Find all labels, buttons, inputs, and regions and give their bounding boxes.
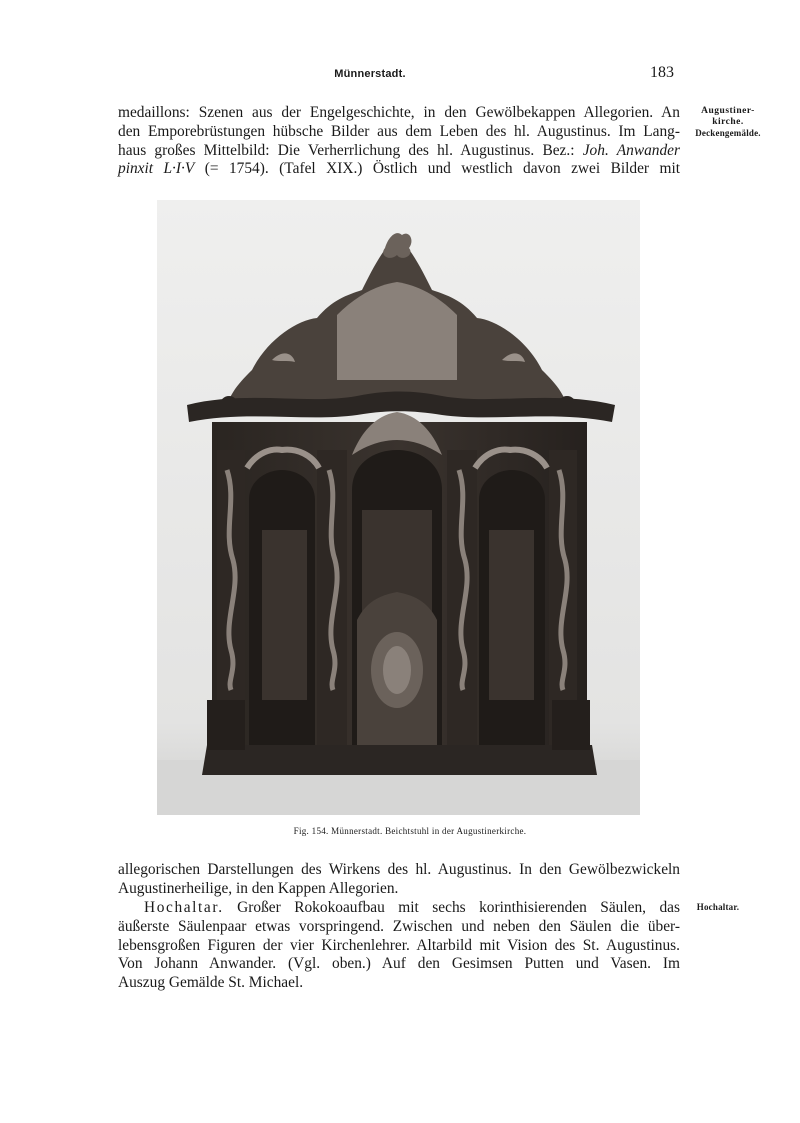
text-line: allegorischen Darstellungen des Wirkens des hl. Augustinus. In den Gewölbezwickeln: [118, 861, 680, 878]
text-line: [118, 899, 680, 918]
figure-caption-text: Münnerstadt. Beichtstuhl in der Augustinerkirche.: [331, 826, 527, 836]
text-line: medaillons: Szenen aus der Engelgeschichte, in den Gewölbekappen Allegorien. An: [118, 104, 680, 121]
page-number: 183: [650, 64, 674, 81]
running-header-title: Münnerstadt.: [334, 68, 406, 80]
margin-note-line: Deckengemälde.: [695, 128, 761, 138]
margin-note-hochaltar: Hochaltar.: [696, 902, 740, 912]
margin-note-line: Augustiner-: [701, 106, 755, 116]
text-line: äußerste Säulenpaar etwas vorspringend. Zwischen und neben den Säulen die über-: [118, 917, 680, 935]
figure-caption: [250, 826, 570, 836]
bottom-paragraph-1: [118, 861, 680, 899]
section-heading-hochaltar: Hochaltar.: [144, 899, 224, 916]
bottom-paragraph-2: [118, 899, 680, 993]
italic-signature: pinxit L·I·V: [118, 160, 195, 178]
confessional-illustration: [157, 200, 640, 815]
text-line: Augustinerheilige, in den Kappen Allegorien.: [118, 879, 399, 897]
margin-note-augustinerkirche: [685, 106, 771, 139]
text-segment: Großer Rokokoaufbau mit sechs korinthisierenden Säulen, das: [223, 899, 680, 916]
top-paragraph: [118, 104, 680, 179]
text-line: den Emporebrüstungen hübsche Bilder aus dem Leben des hl. Augustinus. Im Lang-: [118, 122, 680, 140]
figure-photo-confessional: [157, 200, 640, 815]
text-line: [118, 142, 680, 161]
text-line: Von Johann Anwander. (Vgl. oben.) Auf den Gesimsen Putten und Vasen. Im: [118, 955, 680, 973]
text-line: lebensgroßen Figuren der vier Kirchenlehrer. Altarbild mit Vision des St. Augustinus.: [118, 936, 680, 954]
italic-signature: Joh. Anwander: [582, 141, 680, 159]
text-segment: haus großes Mittelbild: Die Verherrlichung des hl. Augustinus. Bez.:: [118, 141, 583, 159]
text-line: [118, 160, 680, 179]
figure-number: Fig. 154.: [293, 826, 329, 836]
text-line: Auszug Gemälde St. Michael.: [118, 974, 304, 992]
text-segment: (= 1754). (Tafel XIX.) Östlich und westlich davon zwei Bilder mit: [194, 160, 681, 178]
margin-note-line: kirche.: [712, 117, 744, 127]
